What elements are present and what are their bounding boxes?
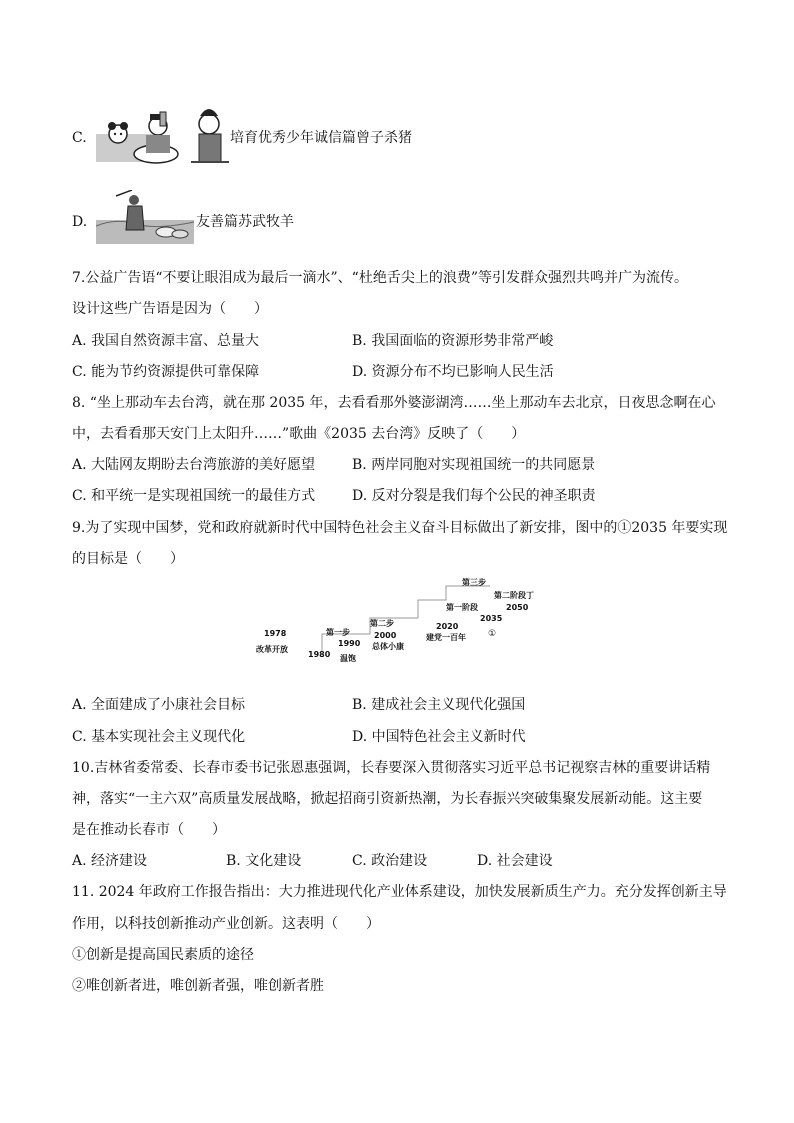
q10-option-c: C. 政治建设 bbox=[352, 853, 428, 869]
option-d-letter: D. bbox=[72, 214, 88, 230]
q9-option-c: C. 基本实现社会主义现代化 bbox=[72, 729, 246, 745]
q7-option-c: C. 能为节约资源提供可靠保障 bbox=[72, 364, 260, 380]
q8-option-c: C. 和平统一是实现祖国统一的最佳方式 bbox=[72, 488, 316, 504]
three-step-diagram bbox=[250, 574, 550, 666]
q7-option-d: D. 资源分布不均已影响人民生活 bbox=[352, 364, 554, 380]
diagram-label-reform: 改革开放 bbox=[256, 645, 288, 654]
q10-option-d: D. 社会建设 bbox=[477, 853, 553, 869]
diagram-step-3: 第三步 bbox=[462, 578, 486, 587]
q7-line-1: 7.公益广告语“不要让眼泪成为最后一滴水”、“杜绝舌尖上的浪费”等引发群众强烈共鸣并广为流传。 bbox=[72, 270, 688, 286]
diagram-year-2035: 2035 bbox=[480, 614, 503, 623]
q10-option-a: A. 经济建设 bbox=[72, 853, 148, 869]
diagram-stage-1: 第一阶段 bbox=[446, 603, 478, 612]
diagram-step-1: 第一步 bbox=[326, 628, 350, 637]
q7-option-a: A. 我国自然资源丰富、总量大 bbox=[72, 333, 260, 349]
q8-option-a: A. 大陆网友期盼去台湾旅游的美好愿望 bbox=[72, 457, 316, 473]
q10-line-1: 10.吉林省委常委、长春市委书记张恩惠强调，长春要深入贯彻落实习近平总书记视察吉林的重要讲话精 bbox=[72, 760, 711, 776]
q10-line-2: 神，落实“一主六双”高质量发展战略，掀起招商引资新热潮，为长春振兴突破集聚发展新动能。这主要 bbox=[72, 791, 703, 807]
diagram-year-1990: 1990 bbox=[338, 639, 361, 648]
q8-option-b: B. 两岸同胞对实现祖国统一的共同愿景 bbox=[352, 457, 596, 473]
q11-line-2: 作用，以科技创新推动产业创新。这表明（ ） bbox=[72, 916, 380, 932]
option-c-caption: 培育优秀少年诚信篇曾子杀猪 bbox=[230, 130, 412, 146]
option-c-letter: C. bbox=[72, 130, 87, 146]
q9-line-2: 的目标是（ ） bbox=[72, 551, 184, 567]
diagram-label-xiaokang: 总体小康 bbox=[372, 642, 404, 651]
diagram-marker-1: ① bbox=[488, 629, 497, 639]
q8-line-2: 中，去看看那天安门上太阳升……”歌曲《2035 去台湾》反映了（ ） bbox=[72, 426, 526, 442]
diagram-stage-2: 第二阶段丁 bbox=[494, 591, 534, 600]
option-d-caption: 友善篇苏武牧羊 bbox=[196, 214, 294, 230]
diagram-year-2050: 2050 bbox=[506, 603, 529, 612]
q8-line-1: 8. “坐上那动车去台湾，就在那 2035 年，去看看那外婆澎湖湾……坐上那动车去北京，日夜思念啊在心 bbox=[72, 395, 716, 411]
diagram-year-2020: 2020 bbox=[436, 622, 459, 631]
diagram-step-2: 第二步 bbox=[370, 619, 394, 628]
q7-option-b: B. 我国面临的资源形势非常严峻 bbox=[352, 333, 554, 349]
diagram-year-1978: 1978 bbox=[264, 629, 287, 638]
diagram-year-1980: 1980 bbox=[308, 650, 331, 659]
diagram-label-wenbao: 温饱 bbox=[340, 654, 356, 663]
q11-line-1: 11. 2024 年政府工作报告指出：大力推进现代化产业体系建设，加快发展新质生产力。充分发挥创新主导 bbox=[72, 884, 727, 900]
q11-item-2: ②唯创新者进，唯创新者强，唯创新者胜 bbox=[72, 978, 324, 994]
q9-option-d: D. 中国特色社会主义新时代 bbox=[352, 729, 526, 745]
q7-line-2: 设计这些广告语是因为（ ） bbox=[72, 301, 268, 317]
q9-option-b: B. 建成社会主义现代化强国 bbox=[352, 697, 526, 713]
diagram-label-centenary: 建党一百年 bbox=[426, 633, 466, 642]
q9-line-1: 9.为了实现中国梦，党和政府就新时代中国特色社会主义奋斗目标做出了新安排，图中的①2035 年要实现 bbox=[72, 520, 728, 536]
q9-option-a: A. 全面建成了小康社会目标 bbox=[72, 697, 246, 713]
q10-line-3: 是在推动长春市（ ） bbox=[72, 822, 226, 838]
zengzi-illustration bbox=[96, 104, 230, 168]
q11-item-1: ①创新是提高国民素质的途径 bbox=[72, 947, 254, 963]
q10-option-b: B. 文化建设 bbox=[226, 853, 302, 869]
q8-option-d: D. 反对分裂是我们每个公民的神圣职责 bbox=[352, 488, 596, 504]
suwu-illustration bbox=[96, 190, 194, 244]
diagram-year-2000: 2000 bbox=[374, 631, 397, 640]
